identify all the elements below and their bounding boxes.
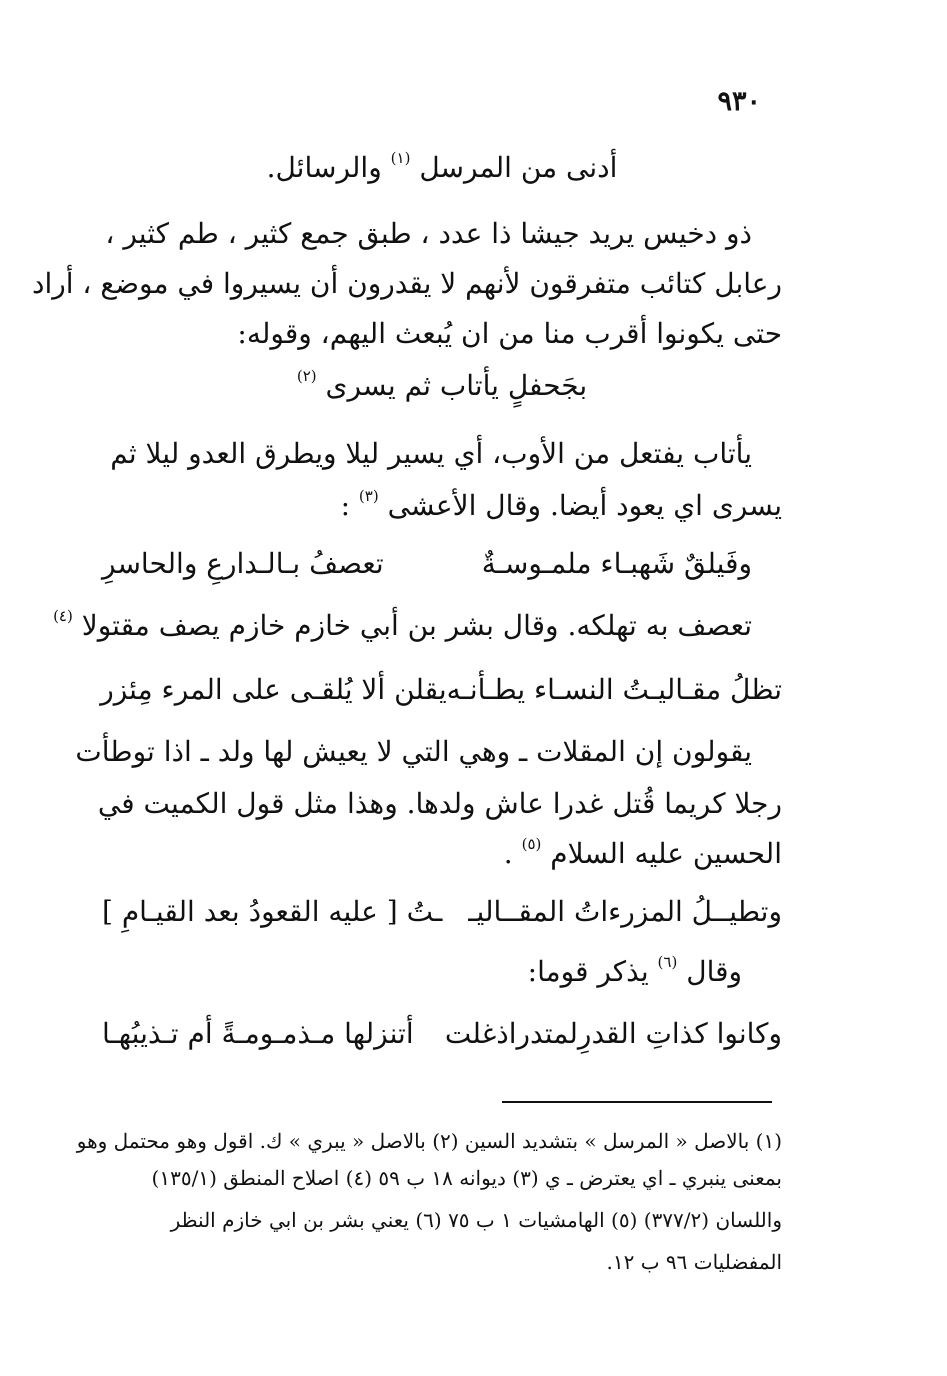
- footnote-ref-4: (٤): [53, 607, 73, 625]
- verse-1-right: وفَيلقٌ شَهبـاء ملمـوسـةٌ: [481, 547, 752, 580]
- para3: [53, 604, 782, 648]
- footnote-separator: [502, 1101, 772, 1103]
- verse-4: [102, 1012, 782, 1056]
- verse-2-left: يقلن ألا يُلقـى على المرء مِئزر: [100, 673, 447, 706]
- verse-4-left: أتنزلها مـذمـومـةً أم تـذيبُهـا: [102, 1017, 414, 1050]
- footnote-line: (١) بالاصل « المرسل » بتشديد السين (٢) بالاصل « يبري » ك. اقول وهو محتمل وهو: [76, 1129, 782, 1153]
- verse-3-left: ـتُ [ عليه القعودُ بعد القيـامِ ]: [102, 895, 443, 928]
- quote-line: [102, 364, 782, 408]
- para4-line3: [102, 832, 782, 876]
- para1-line2: رعابل كتائب متفرقون لأنهم لا يقدرون أن يسيروا في موضع ، أراد: [31, 267, 782, 300]
- verse-3: [102, 890, 782, 934]
- para5: [102, 950, 782, 994]
- footnote-ref-2: (٢): [296, 367, 317, 385]
- footnote-ref-6: (٦): [657, 953, 678, 971]
- verse-1-left: تعصفُ بـالـدارعِ والحاسرِ: [102, 547, 384, 580]
- para1-line1: ذو دخيس يريد جيشا ذا عدد ، طبق جمع كثير ، طم كثير ،: [105, 217, 752, 250]
- para2-line2: [102, 484, 782, 528]
- heading-tail: والرسائل.: [266, 151, 382, 184]
- para2-line2-text: يسرى اي يعود أيضا. وقال الأعشى: [387, 489, 782, 522]
- verse-1: [102, 542, 782, 586]
- para4-line3-text: الحسين عليه السلام: [550, 837, 782, 870]
- para5-text: وقال: [686, 955, 742, 988]
- para1-line3: حتى يكونوا أقرب منا من ان يُبعث اليهم، وقوله:: [237, 317, 782, 350]
- para2-line2-tail: :: [340, 489, 350, 522]
- footnote-ref-1: (١): [390, 149, 411, 167]
- para2-line1: يأتاب يفتعل من الأوب، أي يسير ليلا ويطرق العدو ليلا ثم: [110, 437, 752, 470]
- verse-4-right: وكانوا كذاتِ القدرِلمتدراذغلت: [444, 1017, 782, 1050]
- verse-3-right: وتطيــلُ المزرءاتُ المقــاليـ: [468, 895, 782, 928]
- para4-line1: يقولون إن المقلات ـ وهي التي لا يعيش لها ولد ـ اذا توطأت: [75, 735, 752, 768]
- footnote-line: واللسان (٣٧٧/٢) (٥) الهامشيات ١ ب ٧٥ (٦) يعني بشر بن ابي خازم النظر: [170, 1208, 782, 1232]
- para5-tail: يذكر قوما:: [527, 955, 649, 988]
- para4-line2: رجلا كريما قُتل غدرا عاش ولدها. وهذا مثل قول الكميت في: [97, 787, 782, 820]
- heading-line: [102, 146, 782, 190]
- footnote-ref-5: (٥): [521, 835, 542, 853]
- footnote-line: بمعنى ينبري ـ اي يعترض ـ ي (٣) ديوانه ١٨ ب ٥٩ (٤) اصلاح المنطق (١٣٥/١): [151, 1166, 782, 1190]
- verse-2: [102, 668, 782, 712]
- page-number: ٩٣٠: [717, 86, 761, 117]
- verse-2-right: تظلُ مقـاليـتُ النسـاء يطـأنـه: [446, 673, 782, 706]
- footnote-line: المفضليات ٩٦ ب ١٢.: [606, 1250, 782, 1274]
- quote-text: بجَحفلٍ يأتاب ثم يسرى: [325, 369, 588, 402]
- para3-text: تعصف به تهلكه. وقال بشر بن أبي خازم خازم يصف مقتولا: [81, 609, 752, 642]
- heading-text: أدنى من المرسل: [419, 151, 618, 184]
- footnote-ref-3: (٣): [358, 487, 379, 505]
- para4-line3-tail: .: [503, 837, 513, 870]
